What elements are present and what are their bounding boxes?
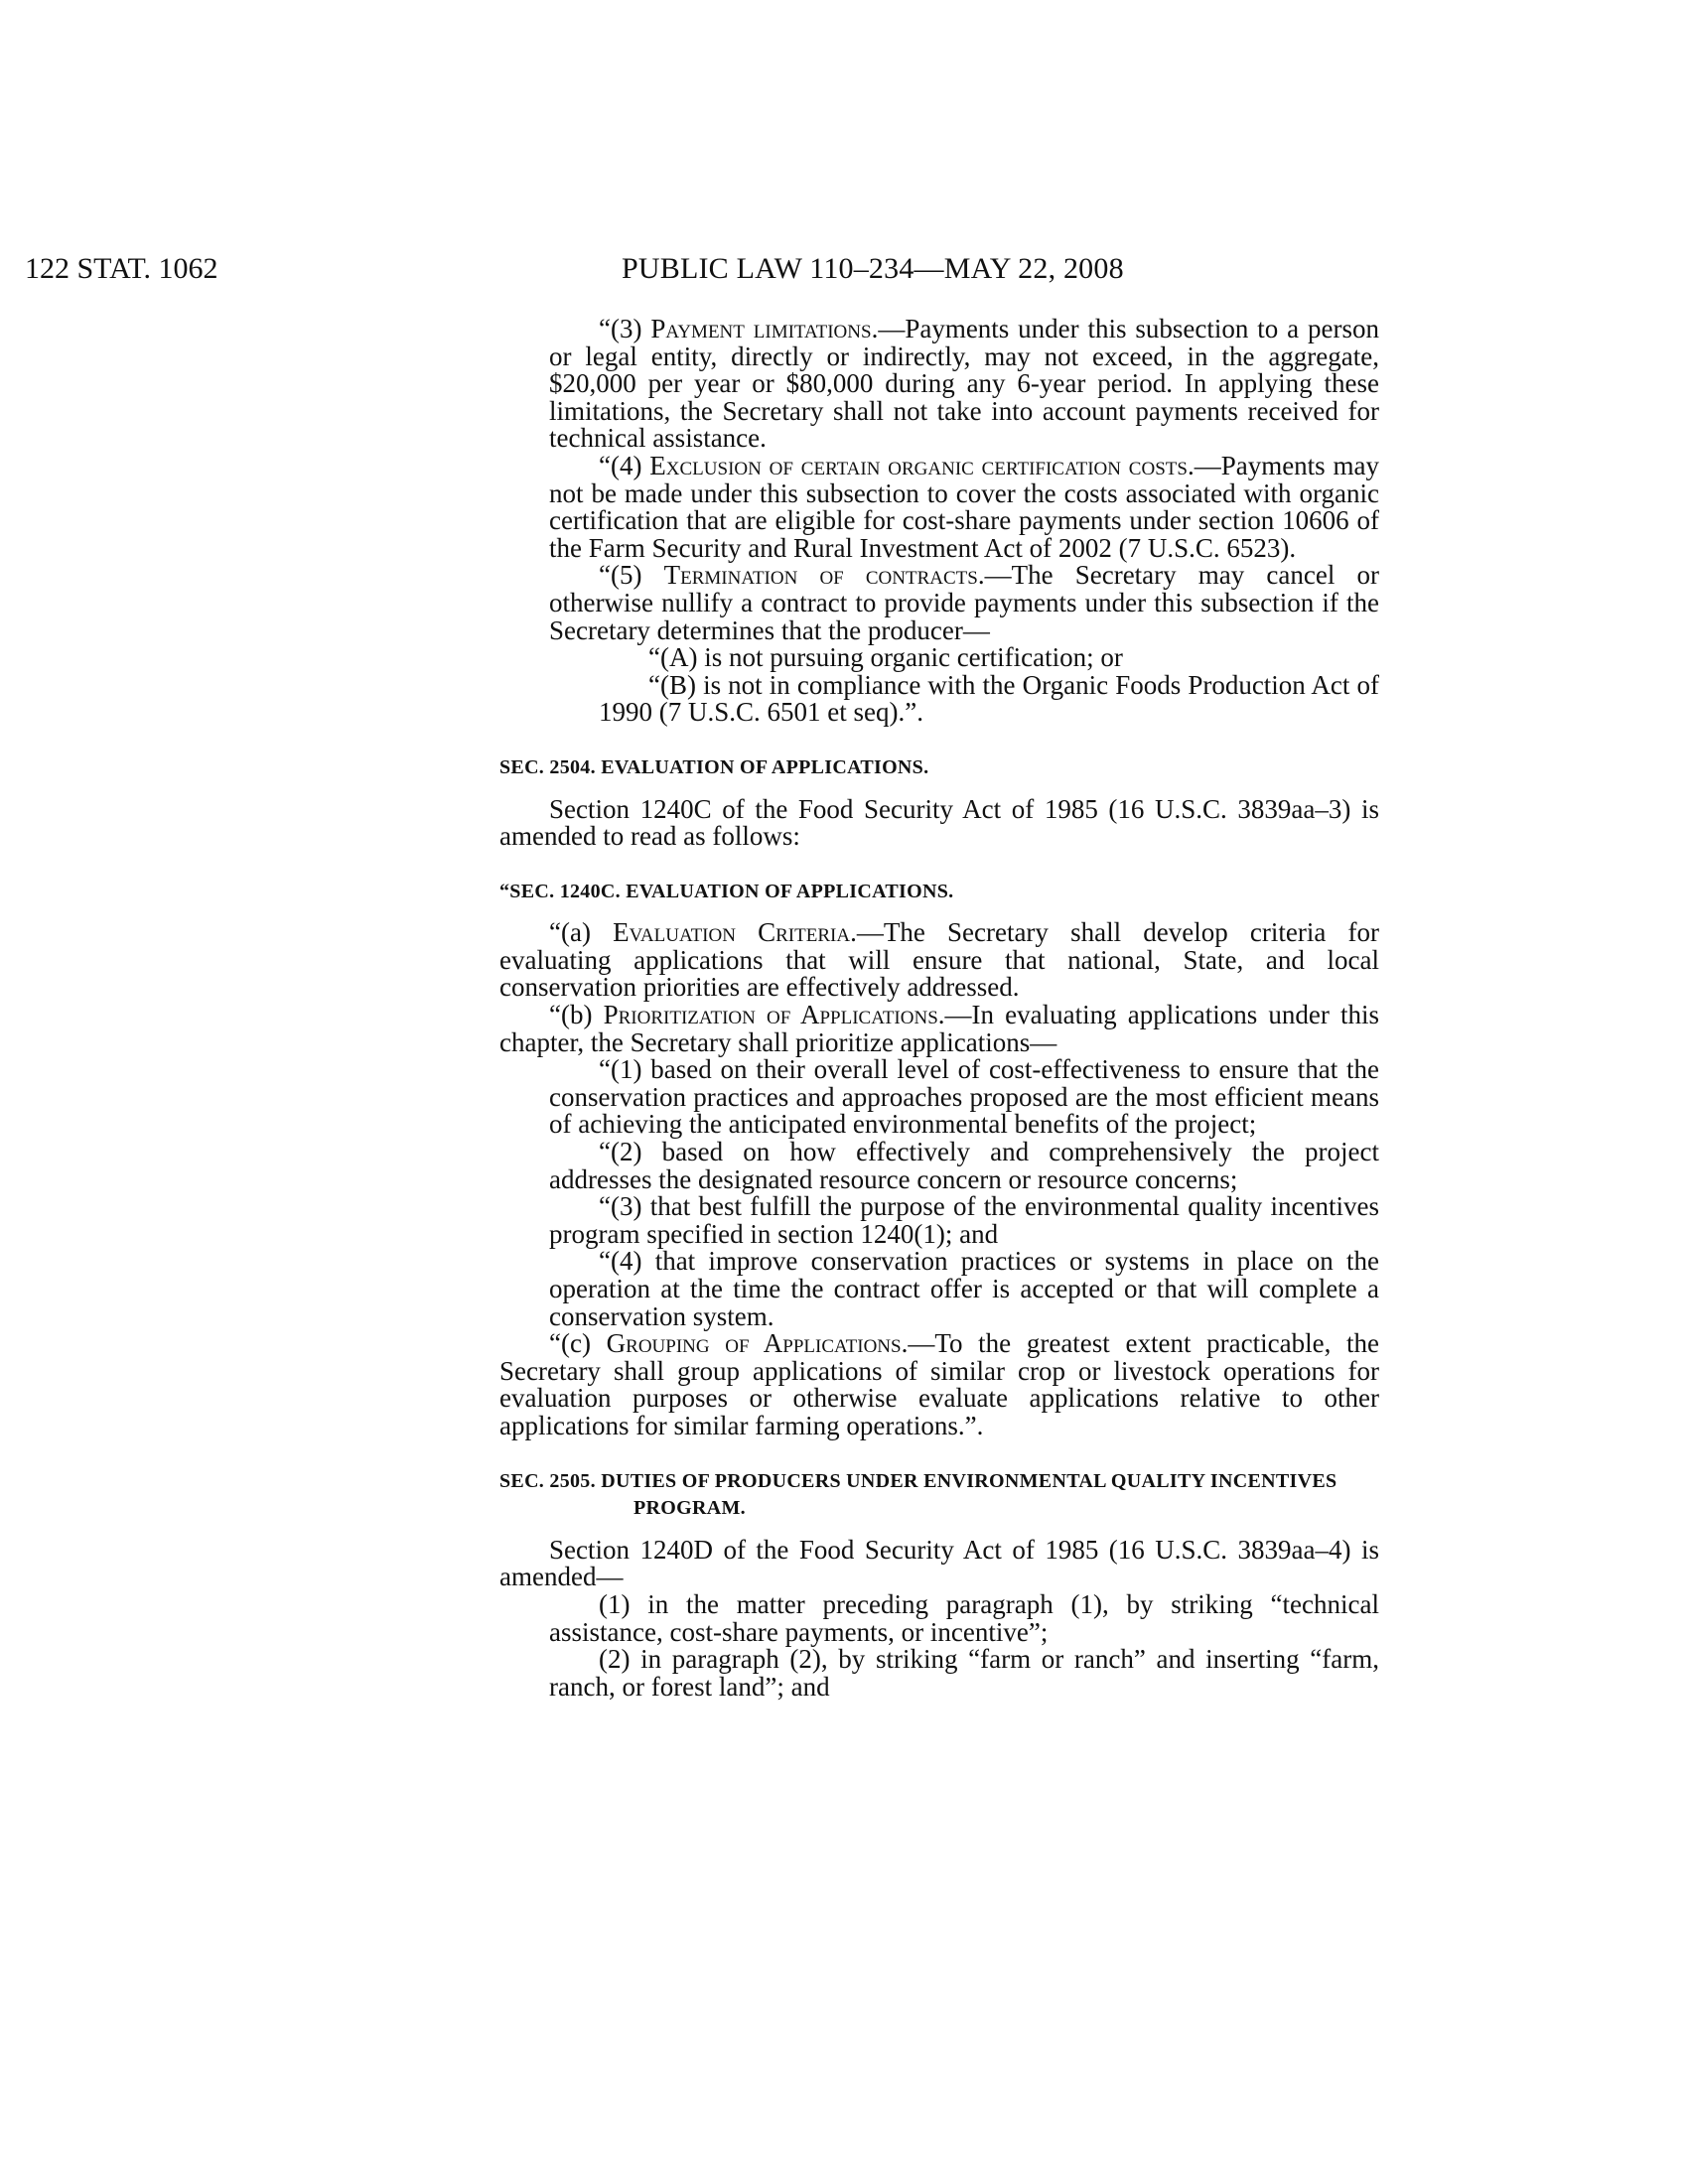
paragraph-4-exclusion-organic-costs: “(4) Exclusion of certain organic certification costs.—Payments may not be made under this subsection to cover the costs associated with organic certification that are eligible for cost-share payments under section 10606 of the Farm Security and Rural Investment Act of 2002 (7 U.S.C. 6523). [549,450,1379,563]
subsection-b-item-4: “(4) that improve conservation practices or systems in place on the operation at the time the contract offer is accepted or that will complete a conservation system. [549,1246,1379,1331]
section-2504-intro: Section 1240C of the Food Security Act of 1985 (16 U.S.C. 3839aa–3) is amended to read as follows: [499,793,1379,852]
section-1240c-heading: “SEC. 1240C. EVALUATION OF APPLICATIONS. [499,880,954,902]
section-2504-heading: SEC. 2504. EVALUATION OF APPLICATIONS. [499,755,929,778]
section-2505-intro: Section 1240D of the Food Security Act of 1985 (16 U.S.C. 3839aa–4) is amended— [499,1534,1379,1592]
statute-page-reference: 122 STAT. 1062 [25,252,218,285]
subsection-b-item-1: “(1) based on their overall level of cost-effectiveness to ensure that the conservation practices and approaches proposed are the most efficient means of achieving the anticipated environmental benefits of the project; [549,1054,1379,1140]
page-header [0,252,1688,292]
document-body [499,316,1379,1701]
paragraph-heading: Termination of contracts [663,560,978,591]
paragraph-heading: Exclusion of certain organic certification costs [649,450,1188,480]
section-2505-heading: SEC. 2505. DUTIES OF PRODUCERS UNDER ENVIRONMENTAL QUALITY INCENTIVES PROGRAM. [499,1469,1337,1520]
subsection-heading: Prioritization of Applications [603,1000,938,1030]
running-title: PUBLIC LAW 110–234—MAY 22, 2008 [622,252,1124,285]
subparagraph-5a: “(A) is not pursuing organic certification; or [648,642,1123,673]
subsection-c-grouping: “(c) Grouping of Applications.—To the greatest extent practicable, the Secretary shall group applications of similar crop or livestock operations for evaluation purposes or otherwise evaluate applications relative to other applications for similar farming operations.”. [499,1328,1380,1440]
subsection-b-item-2: “(2) based on how effectively and comprehensively the project addresses the designated resource concern or resource concerns; [549,1137,1379,1194]
subsection-heading: Grouping of Applications [606,1328,902,1359]
subsection-b-item-3: “(3) that best fulfill the purpose of the environmental quality incentives program specified in section 1240(1); and [549,1191,1379,1249]
subsection-b-prioritization: “(b) Prioritization of Applications.—In evaluating applications under this chapter, the Secretary shall prioritize applications— [499,1000,1379,1057]
section-2505-item-1: (1) in the matter preceding paragraph (1), by striking “technical assistance, cost-share payments, or incentive”; [549,1588,1379,1647]
paragraph-5-termination-of-contracts: “(5) Termination of contracts.—The Secretary may cancel or otherwise nullify a contract to provide payments under this subsection if the Secretary determines that the producer— [549,560,1379,645]
paragraph-heading: Payment limitations [650,314,872,343]
paragraph-3-payment-limitations: “(3) Payment limitations.—Payments under this subsection to a person or legal entity, directly or indirectly, may not exceed, in the aggregate, $20,000 per year or $80,000 during any 6-year period. In applying these limitations, the Secretary shall not take into account payments received for technical assistance. [549,314,1379,454]
subparagraph-5b: “(B) is not in compliance with the Organic Foods Production Act of 1990 (7 U.S.C. 6501 et seq).”. [599,669,1379,728]
subsection-heading: Evaluation Criteria [613,917,851,948]
subsection-a-evaluation-criteria: “(a) Evaluation Criteria.—The Secretary shall develop criteria for evaluating applications that will ensure that national, State, and local conservation priorities are effectively addressed. [499,917,1380,1003]
section-2505-item-2: (2) in paragraph (2), by striking “farm or ranch” and inserting “farm, ranch, or forest land”; and [549,1644,1379,1702]
